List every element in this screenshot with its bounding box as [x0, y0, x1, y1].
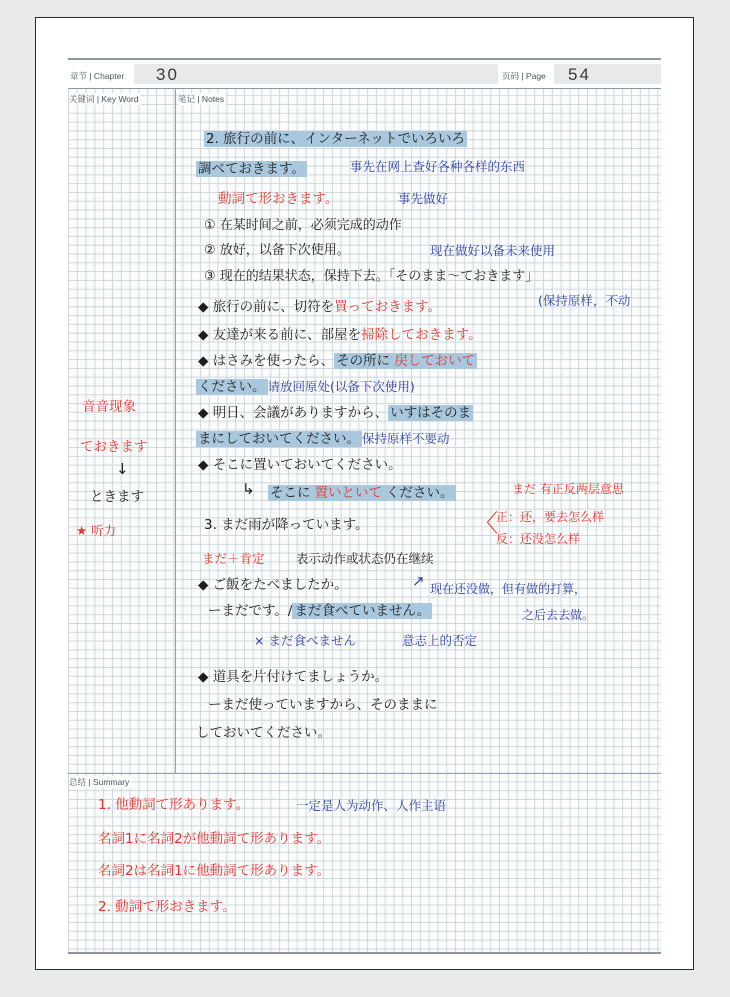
keyword-arrow-icon: ↓ [116, 460, 129, 478]
note-line-7-translation: (保持原样，不动 [538, 293, 631, 308]
note-line-18-translation: 之后去去做。 [522, 608, 595, 622]
summary-line-2: 名詞1に名詞2が他動詞て形あります。 [98, 831, 331, 847]
note-line-10: ください。 请放回原处(以备下次使用) [198, 379, 415, 395]
note-line-8: ◆ 友達が来る前に、部屋を掃除しておきます。 [198, 327, 482, 343]
page-value: 54 [568, 65, 591, 84]
keyword-4: ★ 听力 [76, 523, 117, 538]
chapter-value: 30 [156, 65, 179, 84]
chapter-label: 章节 | Chapter [70, 71, 125, 81]
note-line-18: ーまだです。/ まだ食べていません。 [208, 603, 431, 619]
note-line-15-negative: 反：还没怎么样 [496, 532, 581, 546]
note-line-15-positive: 正：还，要去怎么样 [496, 510, 605, 524]
note-line-2: 調べておきます。 [198, 161, 305, 177]
note-line-15: 3. まだ雨が降っています。 [204, 517, 369, 533]
note-line-4: ① 在某时间之前，必须完成的动作 [204, 218, 402, 233]
grid-sheet [68, 58, 661, 954]
keyword-divider [175, 88, 176, 773]
note-line-17-translation: 现在还没做，但有做的打算， [430, 582, 587, 596]
summary-label: 总结 | Summary [69, 777, 130, 787]
note-line-13: ◆ そこに置いておいてください。 [198, 457, 402, 473]
note-line-9: ◆ はさみを使ったら、 その所に 戻しておいて [198, 353, 476, 369]
note-line-22: しておいてください。 [196, 725, 331, 741]
notebook-page [35, 17, 694, 970]
note-line-17: ◆ ご飯をたべましたか。 [198, 577, 348, 593]
note-line-3-translation: 事先做好 [398, 191, 449, 206]
keyword-1: 音音现象 [82, 399, 136, 415]
summary-divider [68, 773, 661, 774]
note-line-21: ーまだ使っていますから、そのままに [208, 697, 438, 713]
notes-label: 笔记 | Notes [178, 94, 225, 104]
summary-line-4: 2. 動詞て形おきます。 [98, 899, 236, 915]
keyword-2: ておきます [80, 439, 148, 455]
note-line-20: ◆ 道具を片付けてましょうか。 [198, 669, 389, 685]
summary-line-1-note: 一定是人为动作、人作主语 [296, 798, 447, 813]
note-line-14: そこに 置いといて ください。 [270, 485, 454, 501]
note-arrow-icon: ↗ [412, 572, 425, 590]
note-line-12: まにしておいてください。 保持原样不要动 [198, 431, 450, 447]
header-bar [68, 60, 661, 89]
note-line-19-translation: 意志上的否定 [402, 633, 478, 648]
note-line-3: 動詞て形おきます。 [218, 191, 339, 207]
note-line-1: 2. 旅行の前に、インターネットでいろいろ [206, 131, 465, 147]
chapter-field [134, 64, 498, 84]
note-line-11: ◆ 明日、会議がありますから、 いすはそのま [198, 405, 472, 421]
note-line-14-annotation: まだ 有正反两层意思 [512, 482, 624, 496]
note-line-16: まだ＋肯定 [202, 551, 265, 566]
note-line-5-translation: 现在做好以备未来使用 [430, 243, 556, 258]
note-line-19: × まだ食べません [254, 633, 356, 648]
note-line-6: ③ 现在的结果状态，保持下去。「そのまま〜ておきます」 [204, 269, 539, 284]
summary-line-3: 名詞2は名詞1に他動詞て形あります。 [98, 863, 331, 879]
note-line-16-desc: 表示动作或状态仍在继续 [296, 551, 434, 566]
page-label: 页码 | Page [502, 71, 546, 81]
keyword-label: 关键词 | Key Word [69, 94, 139, 104]
return-arrow-icon: ↳ [242, 480, 255, 498]
bracket-icon: 〈 [474, 509, 498, 537]
note-line-5: ② 放好，以备下次使用。 [204, 243, 350, 258]
note-line-7: ◆ 旅行の前に、切符を買っておきます。 [198, 299, 442, 315]
note-line-2-translation: 事先在网上查好各种各样的东西 [350, 159, 526, 174]
summary-line-1: 1. 他動詞て形あります。 [98, 797, 250, 813]
keyword-3: ときます [90, 489, 144, 505]
page-field [554, 64, 661, 84]
